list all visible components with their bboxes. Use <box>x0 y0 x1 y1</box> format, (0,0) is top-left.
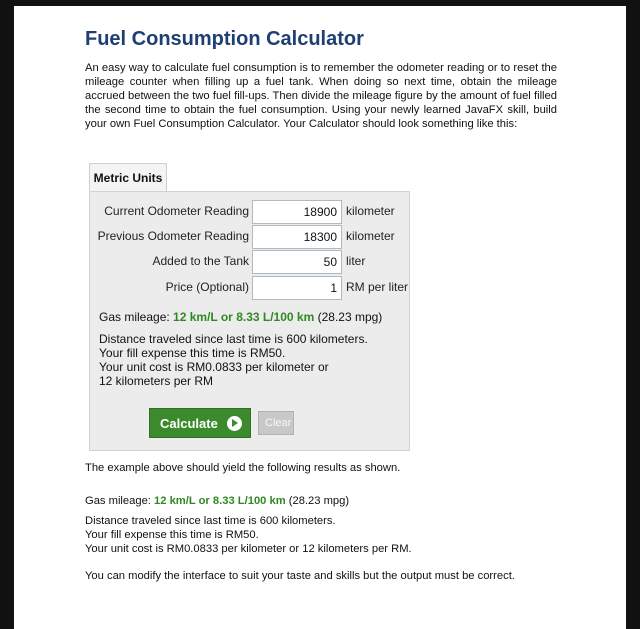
price-unit: RM per liter <box>346 280 409 294</box>
price-label: Price (Optional) <box>165 280 249 294</box>
expected-line: Your fill expense this time is RM50. <box>85 529 259 541</box>
calculator-mockup <box>89 163 410 463</box>
previous-odometer-input[interactable] <box>252 225 342 249</box>
result-details <box>99 332 368 388</box>
expected-gas-mileage-label: Gas mileage: <box>85 495 151 507</box>
clear-button[interactable]: Clear <box>258 411 294 435</box>
gas-mileage-mpg: (28.23 mpg) <box>317 310 383 324</box>
current-odometer-row <box>90 200 411 224</box>
added-to-tank-label: Added to the Tank <box>152 254 249 268</box>
intro-paragraph: An easy way to calculate fuel consumption is to remember the odometer reading or to reset the mileage counter when filling up a fuel tank. When doing so next time, obtain the mileage accrued between the two fuel fill-ups. Then divide the mileage figure by the amount of fuel filled the second time to obtain the fuel consumption. Using your newly learned JavaFX skill, build your own Fuel Consumption Calculator. Your Calculator should look something like this: <box>85 62 557 130</box>
expected-line: Your unit cost is RM0.0833 per kilometer or 12 kilometers per RM. <box>85 543 412 555</box>
calculate-button-label: Calculate <box>160 415 218 431</box>
expected-gas-mileage-value: 12 km/L or 8.33 L/100 km <box>154 495 286 507</box>
expected-gas-mileage <box>85 495 349 507</box>
added-to-tank-input[interactable] <box>252 250 342 274</box>
previous-odometer-row <box>90 225 411 249</box>
previous-odometer-unit: kilometer <box>346 229 395 243</box>
expected-details <box>85 514 412 556</box>
current-odometer-input[interactable] <box>252 200 342 224</box>
document-page <box>14 6 626 629</box>
added-to-tank-row <box>90 250 411 274</box>
result-line: Your fill expense this time is RM50. <box>99 346 286 360</box>
added-to-tank-unit: liter <box>346 254 366 268</box>
previous-odometer-label: Previous Odometer Reading <box>97 229 249 243</box>
price-input[interactable] <box>252 276 342 300</box>
gas-mileage-label: Gas mileage: <box>99 310 170 324</box>
gas-mileage-value: 12 km/L or 8.33 L/100 km <box>173 310 315 324</box>
result-line: 12 kilometers per RM <box>99 374 214 388</box>
price-row <box>90 276 411 300</box>
current-odometer-unit: kilometer <box>346 204 395 218</box>
expected-gas-mileage-mpg: (28.23 mpg) <box>288 495 350 507</box>
result-line: Your unit cost is RM0.0833 per kilometer or <box>99 360 329 374</box>
tab-metric-units[interactable]: Metric Units <box>89 163 167 191</box>
expected-line: Distance traveled since last time is 600 kilometers. <box>85 515 336 527</box>
play-icon <box>227 416 242 431</box>
closing-note: You can modify the interface to suit your taste and skills but the output must be correct. <box>85 570 515 582</box>
gas-mileage-result <box>99 310 382 324</box>
page-title: Fuel Consumption Calculator <box>85 28 364 50</box>
result-line: Distance traveled since last time is 600 kilometers. <box>99 332 368 346</box>
expected-intro: The example above should yield the following results as shown. <box>85 462 401 474</box>
current-odometer-label: Current Odometer Reading <box>104 204 249 218</box>
calculate-button[interactable] <box>149 408 251 438</box>
